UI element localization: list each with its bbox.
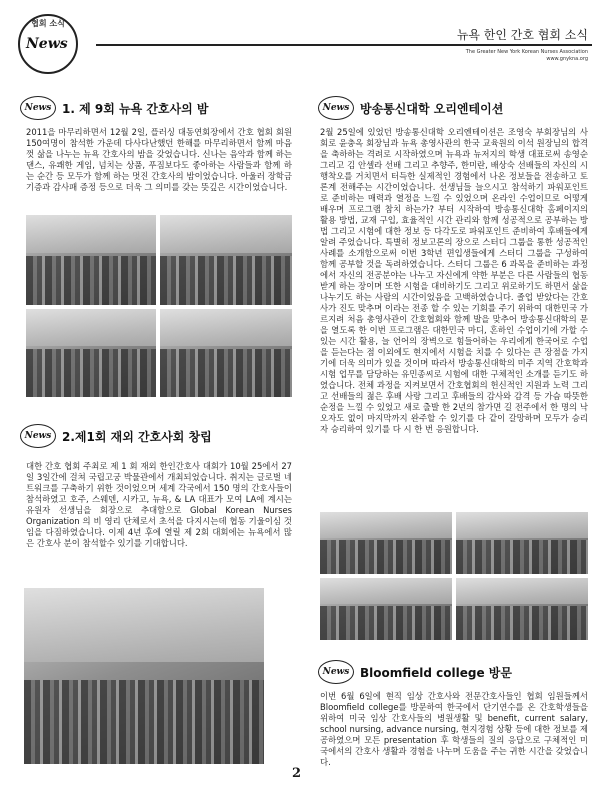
header-rule [96,44,592,46]
section-1-photo-3 [26,309,156,397]
section-3-body: 2월 25일에 있었던 방송통신대학 오리엔테이션은 조영숙 부회장님의 사회로 윤충옥 회장님과 뉴욕 총영사관의 한국 교육원의 이석 원장님의 합격을 축하하는 격려로 시작하였으며 뉴욕과 뉴저지의 학생 대표로써 송영순 그리고 김 안셀라 선배 그리고 추향주, 한미란, 배상숙 선배들의 자신의 시행착오를 거치면서 터득한 실제적인 경험에서 나온 정보들을 전송하고 토론계 전해주는 시간이었습니다. 선생님들 늘으시고 참석하기 파워포인트로 준비하는 매력과 열정을 느낄 수 있었으며 온라인 수업이므로 어떻게 배우며 프로그램 참치 하는가? 부터 시작하여 방송통신대학 홈페이지의 활용 방법, 교재 구입, 효율적인 시간 관리와 함께 성공적으로 공부하는 방법 그리고 시험에 대한 정보 등 다각도로 파워포인트 준비하여 후배들에게 알려 주었습니다. 특별히 정보고론의 장으로 스터디 그룹을 통한 성공적인 사례를 소개함으로써 이번 3학년 편입생들에게 스터디 그룹을 구성하여 함께 공부할 것을 독려하였습니다. 스터디 그룹은 6 과목을 준비하는 과정에서 자신의 전공분야는 나누고 자신에게 약한 부분은 다른 사람들의 협동 받게 하는 장이며 또한 시험을 대비하기도 그리고 위로하기도 하면서 삶을 나누기도 하는 사람의 시간이었음을 고백하였습니다. 졸업 받았다는 간호사가 진도 맞추며 이라는 전종 할 수 있는 기회를 주기 위하여 대한민국 가르지려 처음 총영사관이 간호협회와 함께 발을 맞추어 방송통신대학의 문을 열도록 한 이번 프로그램은 대한민국 마디, 혼하인 수업이기에 가할 수 있는 시간 활용, 늘 언어의 장벽으로 힘들어하는 우리에게 한국어로 수업을 듣는다는 점 이외에도 현지에서 시험을 치를 수 있다는 큰 장점을 가지기에 더욱 의미가 있을 것이며 따라서 방송통신대학의 미주 지역 간호학과 시험 업무를 담당하는 유민종씨로 시험에 대한 구체적인 소개를 듣기도 하였습니다. 전체 과정을 지켜보면서 간호협회의 헌신적인 지원과 노력 그리고 선배들의 젊은 후배 사랑 그리고 후배들의 감사와 감격 등 가슴 따뜻한 순정을 느낄 수 있었고 새로 출발 한 2년의 참가면 길 전주에서 한 명의 낙오자도 없이 마지막까지 완주할 수 있기를 다 같이 갈망하며 모두가 승리자 승리하여 있기를 다 시 한 번 응원합니다. [320,127,588,434]
section-4-title: Bloomfield college 방문 [360,665,512,680]
section-1-title: 1. 제 9회 뉴욕 간호사의 밤 [62,101,209,116]
section-3-photo-3 [320,578,452,640]
header-title: 뉴욕 한인 간호 협회 소식 [456,28,588,42]
logo-word: News [26,36,68,52]
section-2-title: 2.제1회 재외 간호사회 창립 [62,429,212,444]
section-4-heading [318,660,512,684]
section-4-body: 이번 6월 6일에 현직 임상 간호사와 전문간호사들인 협회 임원들께서 Bloomfield college를 방문하여 한국에서 단기연수를 온 간호학생들을 위하여 미국 임상 간호사들의 병원생활 및 benefit, current salary, school nursing, advance nursing, 현지경험 상황 등에 대한 정보를 제공하였으며 모든 presentation 후 학생들의 질의 응답으로 구체적인 미국에서의 간호사 생활과 경험을 나누며 도움을 주는 귀한 시간을 갖었습니다. [320,691,588,767]
news-badge: News [318,96,354,120]
section-3-photo-1 [320,512,452,574]
section-3-heading [318,96,503,120]
section-2-body: 대한 간호 협회 주최로 제 1 회 재외 한인간호사 대회가 10월 25에서 27일 3일간에 걸쳐 국립고궁 박물관에서 개최되었습니다. 취지는 글로벌 네트워크를 구축하기 위한 것이었으며 세계 각국에서 150 명의 간호사들이 참석하였고 호주, 스웨덴, 시카고, 뉴욕, & LA 대표가 모여 LA에 계시는 유원자 선생님을 회장으로 추대함으로 Global Korean Nurses Organization 의 비 영리 단체로서 초석을 다지시는데 협동 기울이심 것임을 다짐하였습니다. 이제 4년 후에 열릴 제 2회 대회에는 뉴욕에서 많은 간호사 분이 참석할수 있기를 기대합니다. [26,461,292,548]
section-1-photo-4 [160,309,292,397]
section-1-heading [20,96,208,120]
section-1-body: 2011을 마무리하면서 12월 2일, 플러싱 대동연회장에서 간호 협회 회원 150여명이 참석한 가운데 다사다난했던 한해를 마무리하면서 함께 마음껏 삶을 나누는 뉴욕 간호사의 밤을 갖었습니다. 신나는 음악과 함께 하는 댄스, 유쾌한 게임, 넘치는 상품, 푸짐보다도 좋아하는 사람들과 함께 하는 순간 등 모두가 함께 하는 멋진 간호사의 밤이었습니다. 아울러 장학금 기증과 감사패 증정 등으로 더욱 그 의미를 갖는 뜻깊은 시간이었습니다. [26,127,292,192]
section-1-photo-1 [26,215,156,305]
page-number: 2 [292,766,302,781]
header-url: www.gnykna.org [546,56,588,62]
section-2-group-photo [24,588,264,764]
section-1-photo-2 [160,215,292,305]
newsletter-logo [18,14,78,74]
section-3-photo-2 [456,512,588,574]
news-badge: News [20,96,56,120]
header-subtitle [466,49,588,63]
news-badge: News [318,660,354,684]
header-subtitle-text: The Greater New York Korean Nurses Association [465,49,588,55]
logo-top-label: 협회 소식 [31,19,65,28]
section-3-photo-4 [456,578,588,640]
news-badge: News [20,424,56,448]
section-3-title: 방송통신대학 오리엔테이션 [360,101,504,116]
section-2-heading [20,424,212,448]
